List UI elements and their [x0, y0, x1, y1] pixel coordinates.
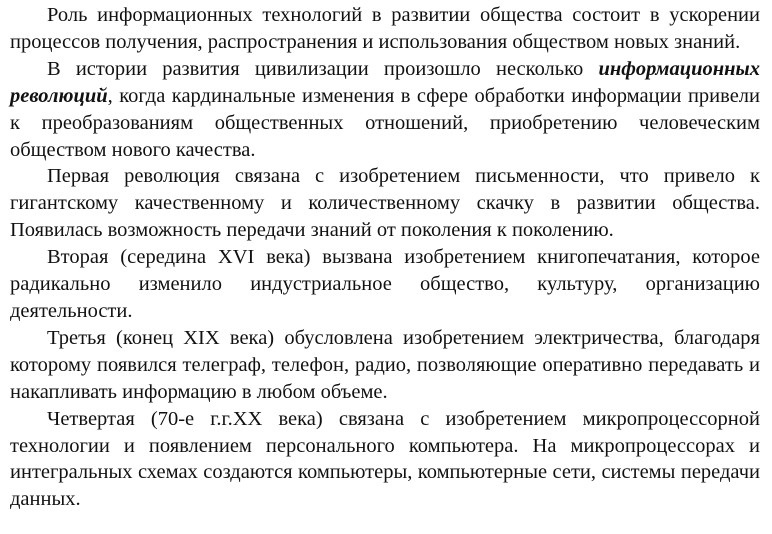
paragraph-intro-text: В истории развития цивилизации произошло несколько [47, 57, 599, 80]
paragraph-third-revolution: Третья (конец XIX века) обусловлена изобретением электричества, благодаря которому появился телеграф, телефон, радио, позволяющие оперативно передавать и накапливать информацию в любом объеме. [10, 326, 760, 403]
paragraph-role-of-it: Роль информационных технологий в развитии общества состоит в ускорении процессов получения, распространения и использования обществом новых знаний. [10, 4, 760, 53]
paragraph-information-revolutions [10, 56, 760, 164]
paragraph-fourth-revolution: Четвертая (70-е г.г.XX века) связана с изобретением микропроцессорной технологии и появлением персонального компьютера. На микропроцессорах и интегральных схемах создаются компьютеры, компьютерные сети, системы передачи данных. [10, 407, 760, 511]
paragraph-continuation-text: , когда кардинальные изменения в сфере обработки информации привели к преобразованиям общественных отношений, приобретению человеческим обществом нового качества. [10, 84, 760, 161]
paragraph-first-revolution: Первая революция связана с изобретением письменности, что привело к гигантскому качественному и количественному скачку в развитии общества. Появилась возможность передачи знаний от поколения к поколению. [10, 165, 760, 242]
emphasized-term: информационных революций [10, 57, 760, 107]
paragraph-second-revolution: Вторая (середина XVI века) вызвана изобретением книгопечатания, которое радикально изменило индустриальное общество, культуру, организацию деятельности. [10, 246, 760, 322]
